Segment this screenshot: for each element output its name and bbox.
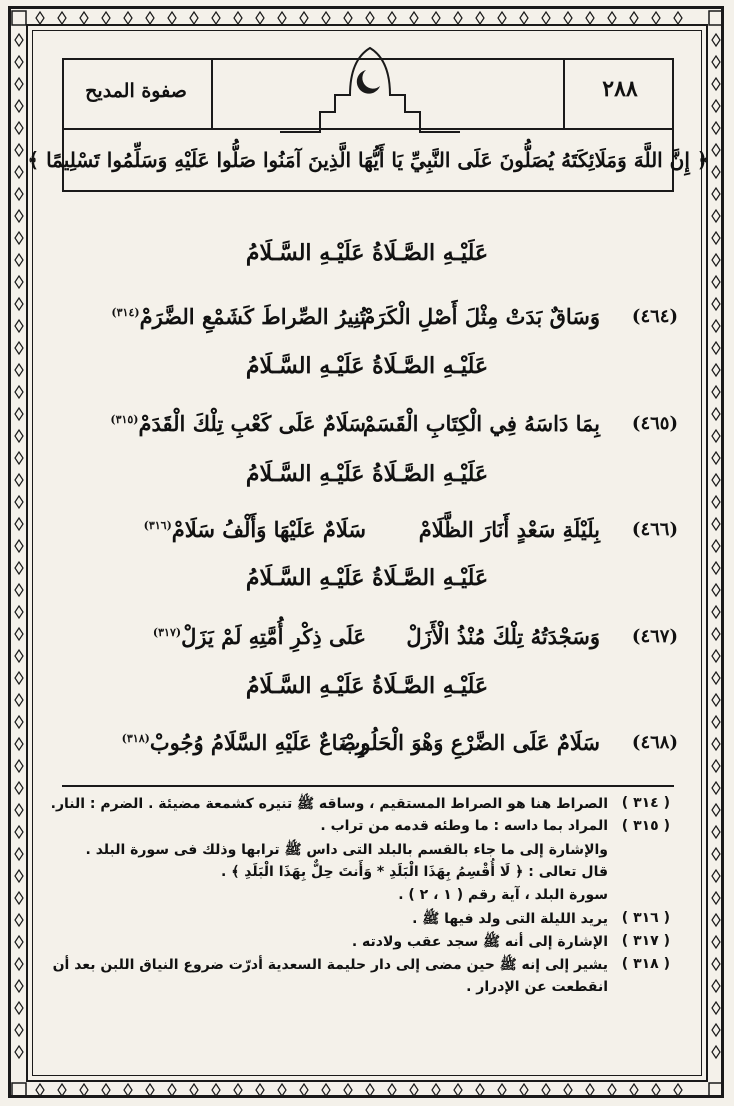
footnote (66, 910, 670, 933)
footnote (66, 818, 670, 841)
verse-first-hemistich: بِلَيْلَةِ سَعْدٍ أَنَارَ الظَّلَامْ (418, 517, 600, 542)
footnote (50, 795, 670, 818)
footnote-text: انقطعت عن الإدرار . (466, 979, 608, 995)
verse-banner (27, 130, 709, 192)
book-title: صفوة المديح (85, 80, 187, 102)
page-number: ٢٨٨ (602, 76, 638, 102)
refrain: عَلَيْـهِ الصَّـلَاةُ عَلَيْـهِ السَّـلَامُ (245, 353, 489, 379)
footnote-number: ( ٣١٦ ) (621, 910, 670, 926)
footnote (66, 864, 670, 887)
footnote (66, 979, 670, 1002)
footnote (66, 841, 670, 864)
verse-first-hemistich: وَسَاقٌ بَدَتْ مِثْلَ أَصْلِ الْكَرَمْ (362, 304, 600, 329)
footnotes (50, 795, 670, 1002)
footnote-text: سورة البلد ، آية رقم ( ١ ، ٢ ) . (398, 887, 608, 903)
footnote (66, 887, 670, 910)
verse-number: (٤٦٥) (631, 413, 678, 434)
header-divider (563, 58, 565, 130)
footnote-ref: (٣١٦) (143, 519, 172, 532)
footnote-number: ( ٣١٨ ) (621, 956, 670, 972)
refrain: عَلَيْـهِ الصَّـلَاةُ عَلَيْـهِ السَّـلَامُ (245, 565, 489, 591)
footnote (52, 956, 670, 979)
verse-line (58, 413, 678, 453)
refrain: عَلَيْـهِ الصَّـلَاةُ عَلَيْـهِ السَّـلَامُ (245, 461, 489, 487)
footnote-text: يريد الليلة التى ولد فيها ﷺ . (412, 911, 608, 927)
footnote-number: ( ٣١٥ ) (621, 818, 670, 834)
verse-line (58, 732, 678, 772)
verse-second-hemistich: سَلَامٌ عَلَى كَعْبِ تِلْكَ الْقَدَمْ$^{(٣١٥)}$ (110, 411, 366, 436)
footnote (66, 933, 670, 956)
verse-number: (٤٦٧) (631, 626, 678, 647)
footnote-separator (62, 785, 674, 787)
footnote-text: والإشارة إلى ما جاء بالقسم بالبلد التى داس ﷺ ترابها وذلك فى سورة البلد . (85, 842, 608, 858)
crescent-dome-icon (280, 40, 460, 135)
header-divider (211, 58, 213, 130)
footnote-number: ( ٣١٤ ) (621, 795, 670, 811)
verse-first-hemistich: وَسَجْدَتُهُ تِلْكَ مُنْذُ الْأَزَلْ (406, 624, 600, 649)
verse-number: (٤٦٦) (631, 519, 678, 540)
footnote-text: قال تعالى : ﴿ لَا أُقْسِمُ بِهَذَا الْبَلَدِ * وَأَنتَ حِلٌّ بِهَذَا الْبَلَدِ ﴾ . (221, 864, 608, 880)
verse-line (58, 519, 678, 559)
refrain: عَلَيْـهِ الصَّـلَاةُ عَلَيْـهِ السَّـلَامُ (245, 673, 489, 699)
footnote-ref: (٣١٨) (121, 732, 150, 745)
footnote-number: ( ٣١٧ ) (621, 933, 670, 949)
footnote-text: المراد بما داسه : ما وطئه قدمه من تراب . (320, 818, 608, 834)
verse-line (58, 306, 678, 346)
footnote-ref: (٣١٤) (111, 306, 140, 319)
refrain: عَلَيْـهِ الصَّـلَاةُ عَلَيْـهِ السَّـلَامُ (245, 240, 489, 266)
verse-number: (٤٦٤) (631, 306, 678, 327)
verse-first-hemistich: بِمَا دَاسَهُ فِي الْكِتَابِ الْقَسَمْ (362, 411, 600, 436)
footnote-text: الصراط هنا هو الصراط المستقيم ، وساقه ﷺ تنيره كشمعة مضيئة . الضرم : النار. (50, 796, 608, 812)
verse-second-hemistich: عَلَى ذِكْرِ أُمَّتِهِ لَمْ يَزَلْ$^{(٣١٧)}$ (152, 624, 366, 649)
footnote-ref: (٣١٧) (152, 626, 182, 639)
footnote-text: يشير إلى إنه ﷺ حين مضى إلى دار حليمة السعدية أدرّت ضروع النياق اللبن بعد أن (52, 957, 608, 973)
footnote-text: الإشارة إلى أنه ﷺ سجد عقب ولادته . (351, 934, 608, 950)
footnote-ref: (٣١٥) (110, 413, 139, 426)
verse-first-hemistich: سَلَامٌ عَلَى الضَّرْعِ وَهْوَ الْحَلُوبْ (340, 730, 600, 755)
verse-second-hemistich: رِضَاعٌ عَلَيْهِ السَّلَامُ وُجُوبْ$^{(٣١٨)}$ (121, 730, 366, 755)
verse-second-hemistich: تُنِيرُ الصِّراطَ كَشَمْعِ الضَّرَمْ$^{(٣١٤)}$ (111, 304, 366, 329)
verse-line (58, 626, 678, 666)
quran-verse: ﴿ إِنَّ اللَّهَ وَمَلَائِكَتَهُ يُصَلُّونَ عَلَى النَّبِيِّ يَا أَيُّهَا الَّذِينَ آمَنُوا صَلُّوا عَلَيْهِ وَسَلِّمُوا تَسْلِيمًا ﴾ (27, 148, 709, 172)
verse-number: (٤٦٨) (631, 732, 678, 753)
verse-second-hemistich: سَلَامٌ عَلَيْهَا وَأَلْفُ سَلَامْ$^{(٣١٦)}$ (143, 517, 366, 542)
